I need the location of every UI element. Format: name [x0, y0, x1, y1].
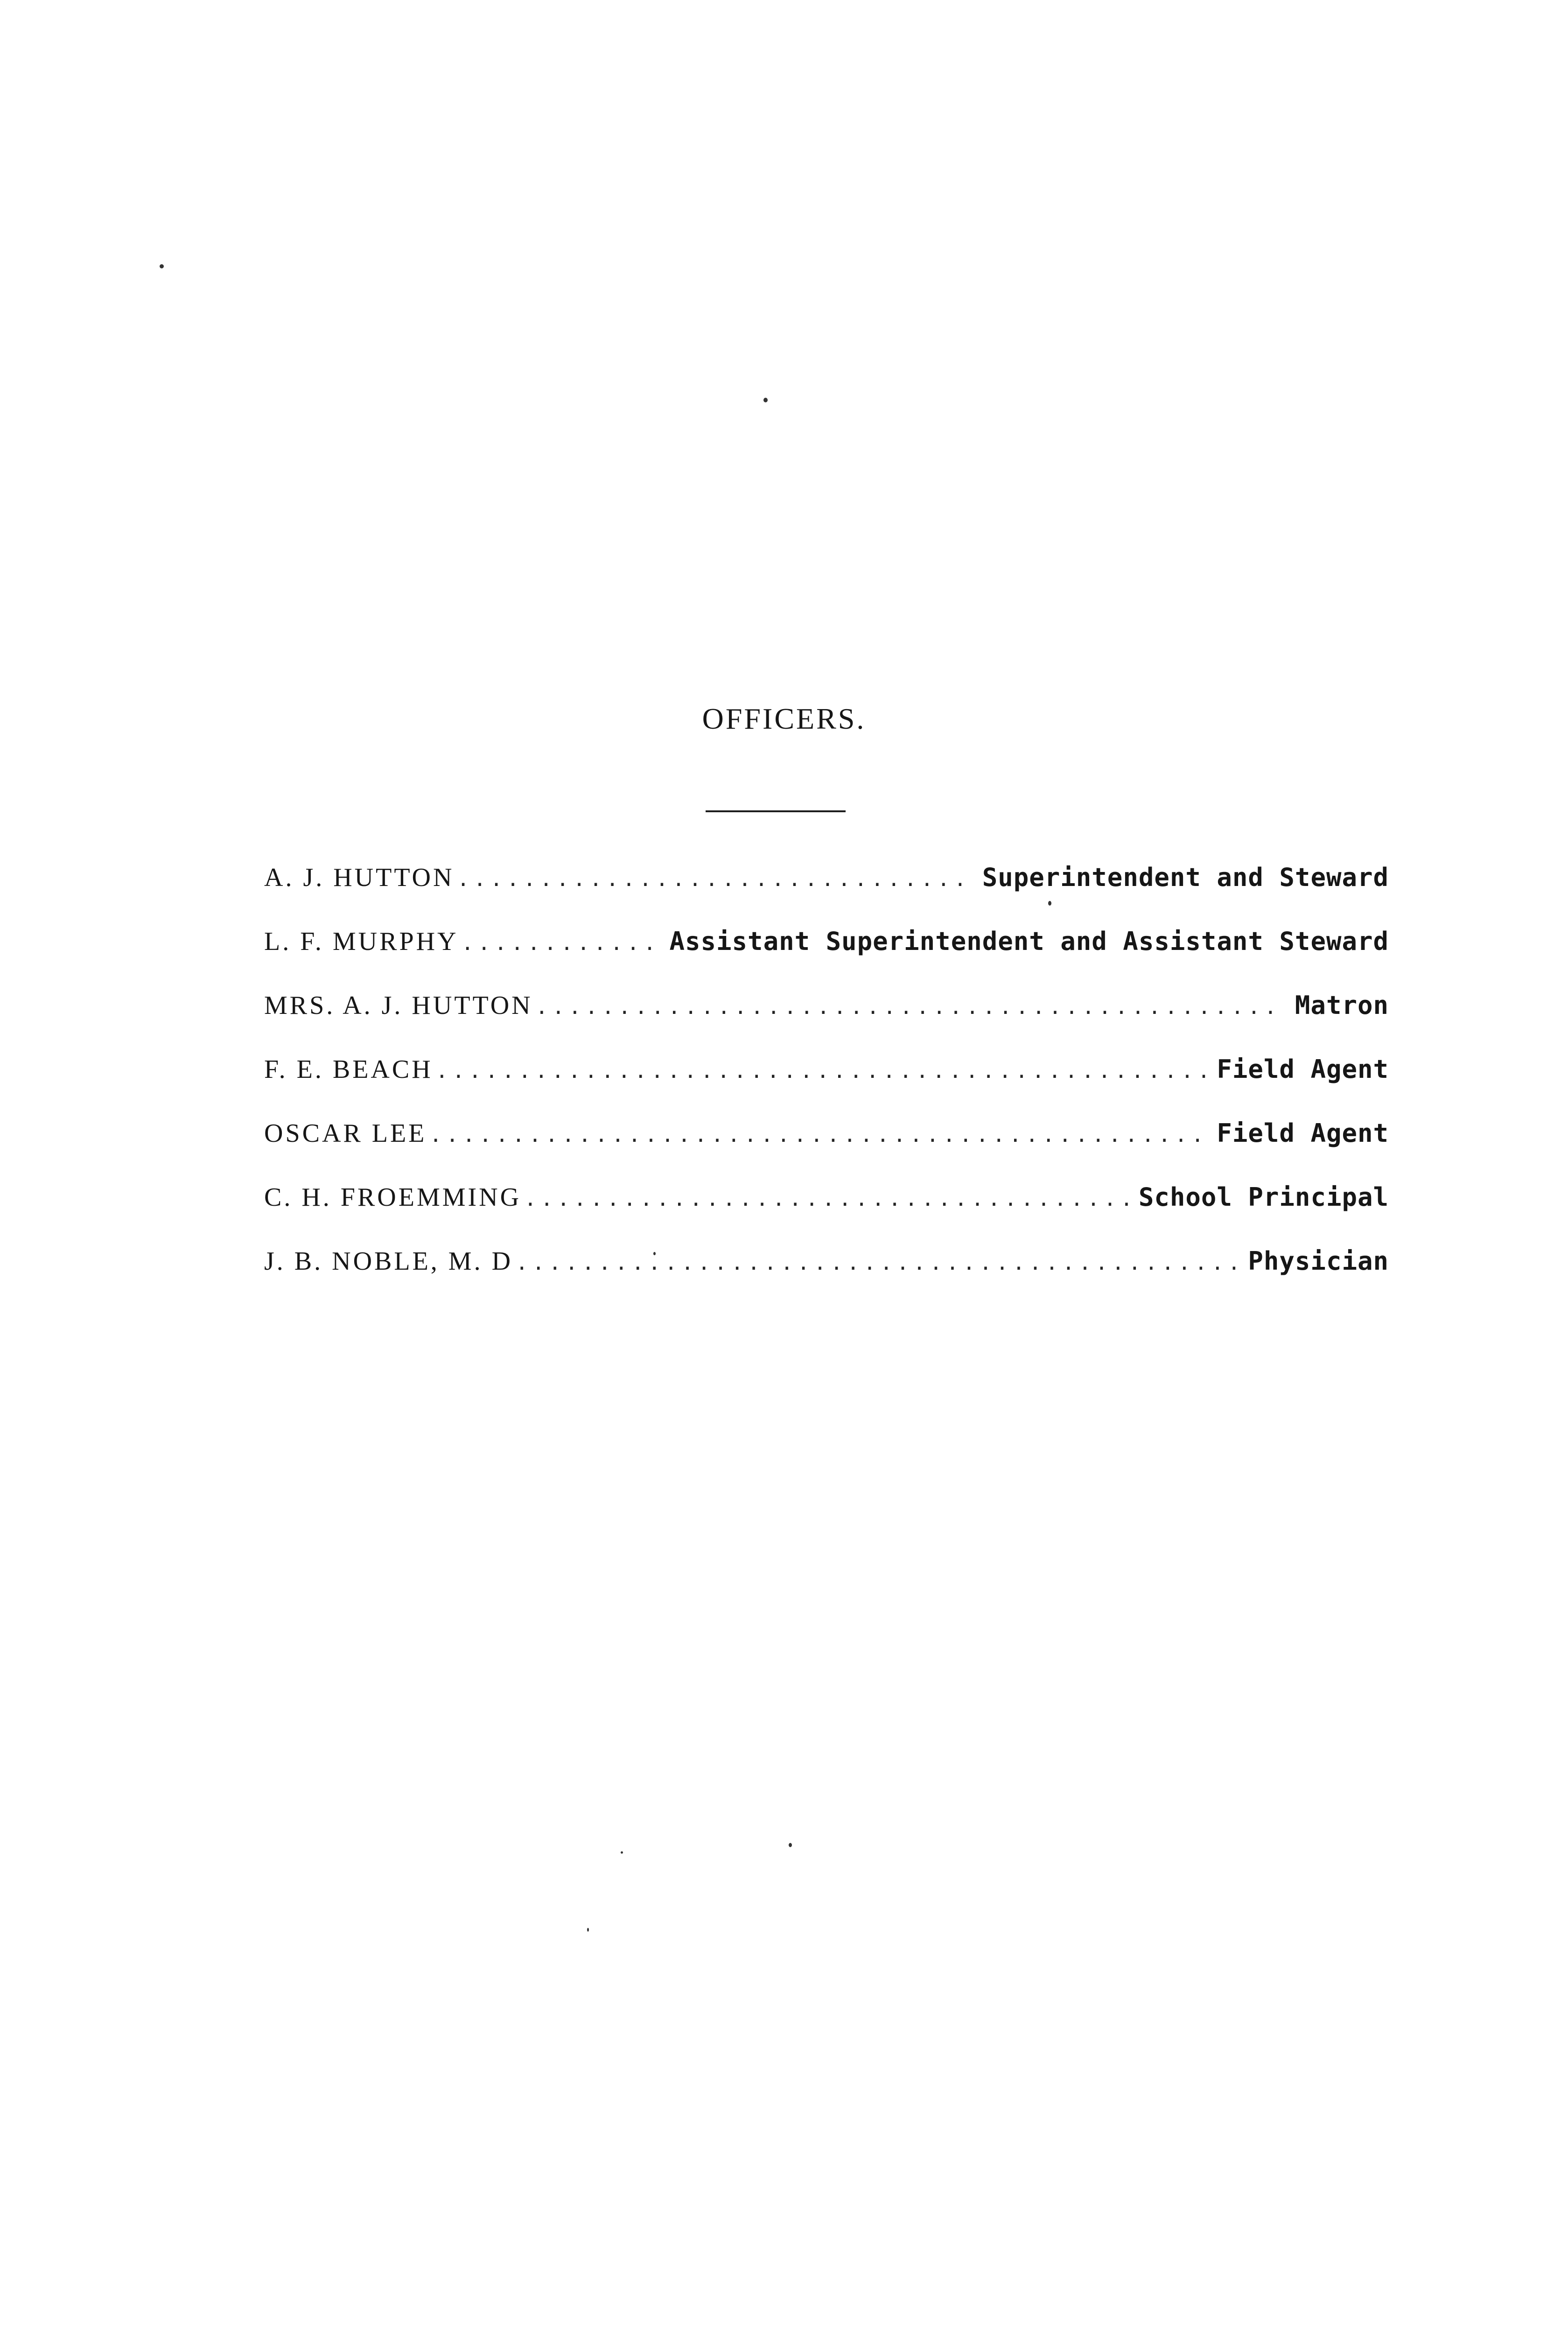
scan-speck	[789, 1843, 792, 1847]
dot-leader	[516, 1251, 1238, 1275]
officer-row	[264, 1055, 1389, 1118]
officer-name: OSCAR LEE	[264, 1119, 427, 1148]
dot-leader	[429, 1123, 1206, 1147]
scan-speck	[621, 1851, 623, 1854]
dot-leader	[461, 931, 659, 955]
officer-name: MRS. A. J. HUTTON	[264, 991, 533, 1020]
officer-name: L. F. MURPHY	[264, 927, 459, 956]
scan-speck	[587, 1928, 589, 1932]
officer-name: J. B. NOBLE, M. D	[264, 1247, 513, 1276]
dot-leader	[524, 1187, 1128, 1211]
officer-row	[264, 1182, 1389, 1246]
officer-name: F. E. BEACH	[264, 1055, 433, 1084]
officer-title: Physician	[1248, 1246, 1389, 1276]
officer-name: C. H. FROEMMING	[264, 1183, 522, 1212]
officers-list	[264, 863, 1389, 1310]
officer-row	[264, 863, 1389, 927]
officer-row	[264, 991, 1389, 1055]
officer-title: Matron	[1295, 991, 1389, 1020]
officer-title: Field Agent	[1217, 1118, 1389, 1148]
officer-name: A. J. HUTTON	[264, 863, 455, 892]
officer-row	[264, 927, 1389, 991]
scan-speck	[763, 398, 768, 402]
heading-rule	[706, 810, 846, 812]
page-heading: OFFICERS.	[702, 702, 866, 735]
officer-title: Superintendent and Steward	[982, 863, 1389, 892]
officer-row	[264, 1246, 1389, 1310]
dot-leader	[436, 1059, 1207, 1083]
officer-title: Field Agent	[1217, 1055, 1389, 1084]
officer-title: School Principal	[1138, 1182, 1389, 1212]
scan-speck	[160, 264, 164, 268]
officer-row	[264, 1118, 1389, 1182]
officer-title: Assistant Superintendent and Assistant Steward	[669, 927, 1389, 956]
dot-leader	[536, 995, 1285, 1019]
dot-leader	[457, 867, 972, 891]
